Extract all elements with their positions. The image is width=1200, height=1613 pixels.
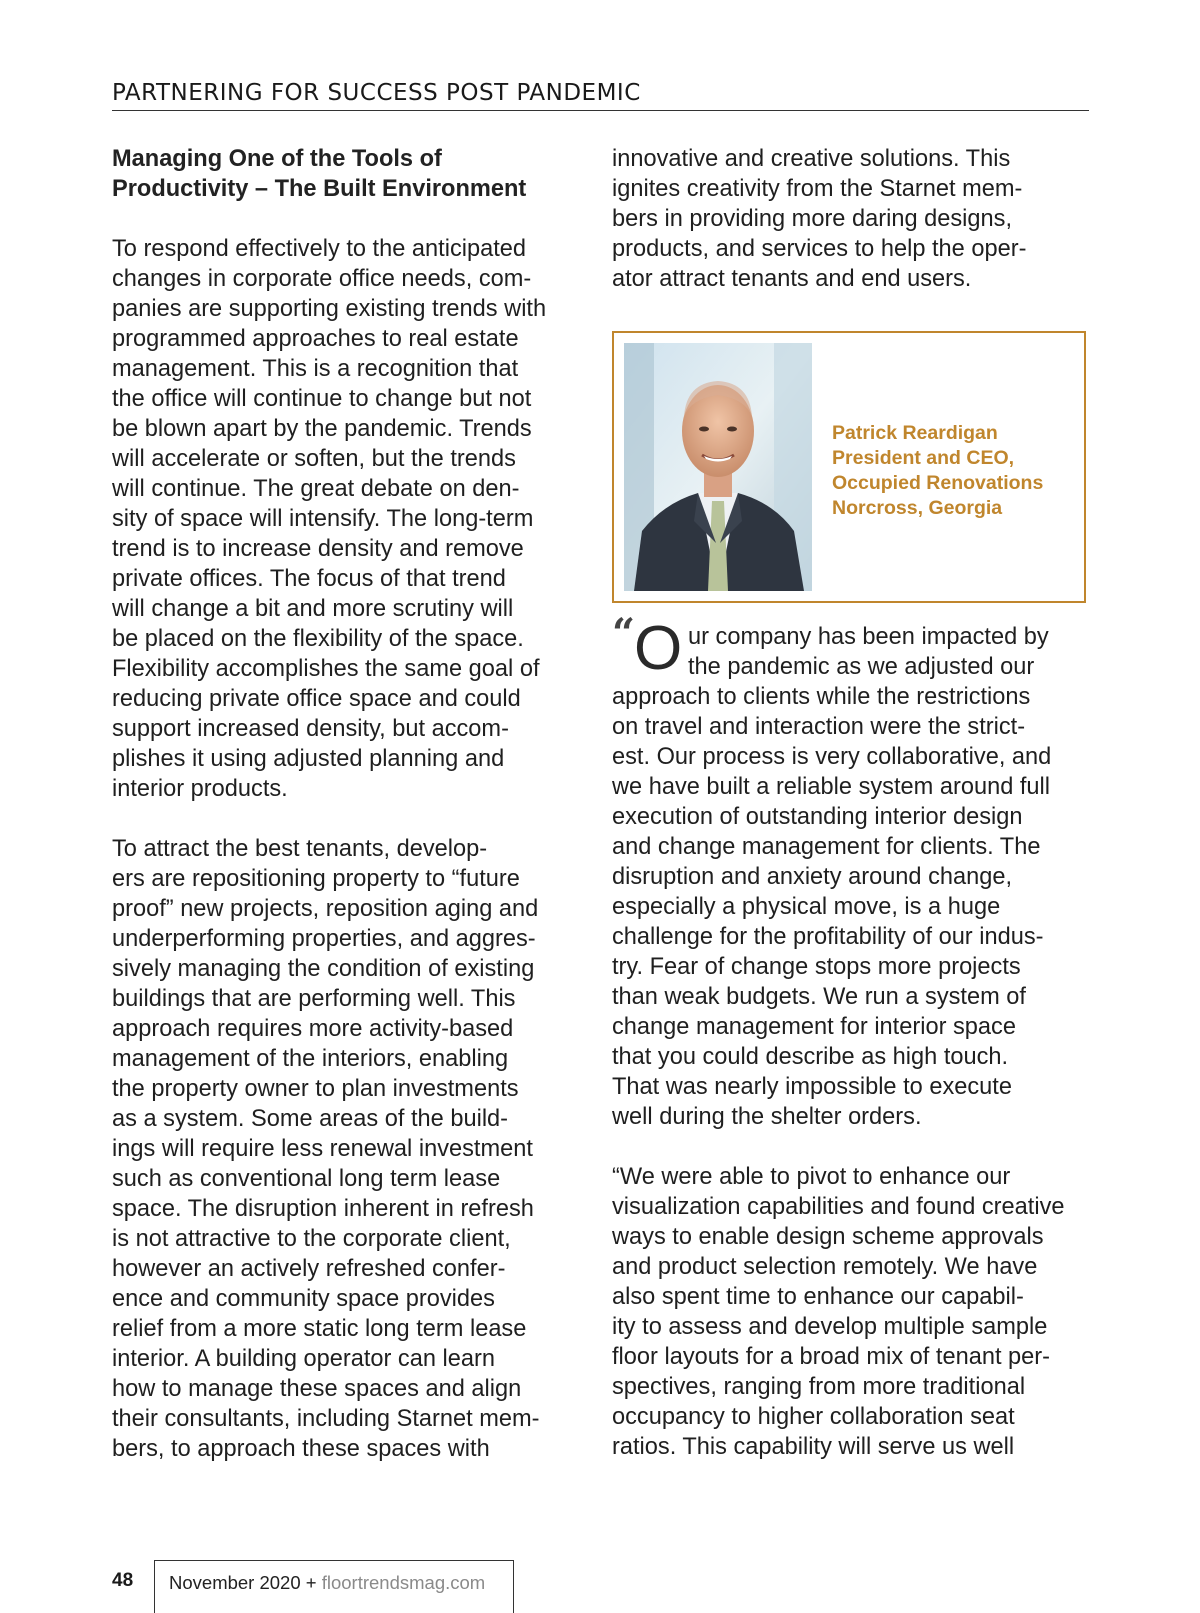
issue-date: November 2020 (169, 1572, 301, 1593)
profile-location: Norcross, Georgia (832, 497, 1003, 519)
body-paragraph: approach to clients while the restrictions on travel and interaction were the strict- est. Our process is very collaborative, and we have built a reliable system around full execution of outstanding interior design and change management for clients. The disruption and anxiety around change, especially a physical move, is a huge challenge for the profitability of our indus- try. Fear of change stops more projects than weak budgets. We run a system of change management for interior space that you could describe as high touch. That was nearly impossible to execute well during the shelter orders. (612, 684, 1052, 1130)
left-column (112, 144, 592, 1464)
right-column (612, 144, 1092, 294)
page-footer (112, 1560, 522, 1613)
portrait-photo (624, 343, 812, 591)
footer-text (169, 1572, 485, 1594)
drop-cap: O (634, 614, 683, 683)
quote-first-lines: ur company has been impacted by the pandemic as we adjusted our (688, 624, 1049, 680)
separator: + (305, 1572, 317, 1593)
profile-caption (832, 421, 1043, 521)
body-paragraph: To attract the best tenants, develop- ers are repositioning property to “future proof” new projects, reposition aging and underperforming properties, and aggres- sively managing the condition of existing buildings that are performing well. This approach requires more activity-based management of the interiors, enabling the property owner to plan investments as a system. Some areas of the build- ings will require less renewal investment such as conventional long term lease space. The disruption inherent in refresh is not attractive to the corporate client, however an actively refreshed confer- ence and community space provides relief from a more static long term lease interior. A building operator can learn how to manage these spaces and align their consultants, including Starnet mem- bers, to approach these spaces with (112, 836, 540, 1462)
open-quote-mark: “ (612, 610, 636, 657)
body-paragraph: “We were able to pivot to enhance our visualization capabilities and found creative ways to enable design scheme approvals and product selection remotely. We have also spent time to enhance our capabil- ity to assess and develop multiple sample floor layouts for a broad mix of tenant per- spectives, ranging from more traditional occupancy to higher collaboration seat ratios. This capability will serve us well (612, 1164, 1065, 1460)
body-paragraph: To respond effectively to the anticipated changes in corporate office needs, com- panies are supporting existing trends with programmed approaches to real estate management. This is a recognition that the office will continue to change but not be blown apart by the pandemic. Trends will accelerate or soften, but the trends will continue. The great debate on den- sity of space will intensify. The long-term trend is to increase density and remove private offices. The focus of that trend will change a bit and more scrutiny will be placed on the flexibility of the space. Flexibility accomplishes the same goal of reducing private office space and could support increased density, but accom- plishes it using adjusted planning and interior products. (112, 236, 547, 802)
footer-box (154, 1560, 514, 1613)
running-title: PARTNERING FOR SUCCESS POST PANDEMIC (112, 80, 1089, 111)
interview-quote (612, 610, 1092, 1462)
section-heading: Managing One of the Tools of Productivity – The Built Environment (112, 146, 527, 202)
profile-title: President and CEO, (832, 447, 1015, 469)
website-link[interactable]: floortrendsmag.com (321, 1572, 486, 1593)
page-number: 48 (112, 1570, 134, 1591)
profile-name: Patrick Reardigan (832, 422, 998, 444)
body-paragraph: innovative and creative solutions. This ignites creativity from the Starnet mem- bers in providing more daring designs, products, and services to help the oper- ator attract tenants and end users. (612, 146, 1027, 292)
profile-company: Occupied Renovations (832, 472, 1044, 494)
profile-sidebar (612, 331, 1086, 603)
